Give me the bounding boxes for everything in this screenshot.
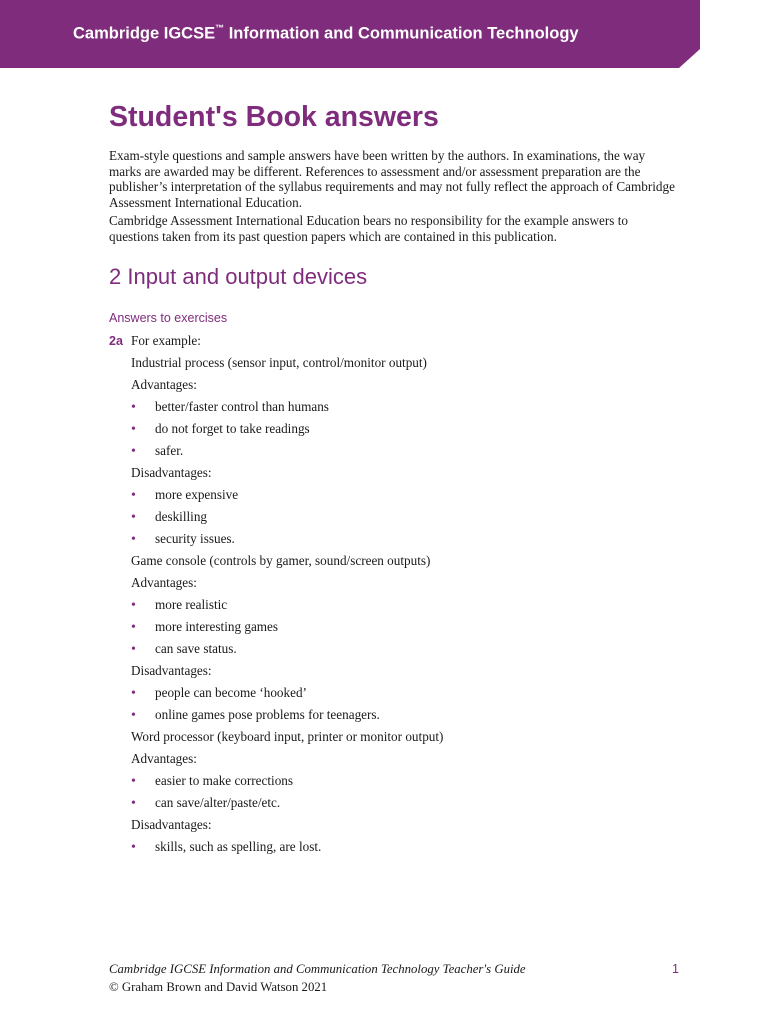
bullet-icon: • xyxy=(131,686,136,701)
answer-line: Advantages: xyxy=(131,751,197,766)
bullet-item xyxy=(109,506,679,528)
question-number: 2a xyxy=(109,334,123,348)
bullet-text: easier to make corrections xyxy=(155,773,294,788)
intro-disclaimer xyxy=(109,148,679,244)
answer-line: Disadvantages: xyxy=(131,465,212,480)
bullet-item xyxy=(109,638,679,660)
question-2a xyxy=(109,330,679,858)
bullet-item xyxy=(109,418,679,440)
bullet-icon: • xyxy=(131,400,136,415)
bullet-item xyxy=(109,484,679,506)
bullet-item xyxy=(109,792,679,814)
bullet-item xyxy=(109,704,679,726)
bullet-icon: • xyxy=(131,840,136,855)
answer-line: Word processor (keyboard input, printer or monitor output) xyxy=(131,729,444,744)
bullet-item xyxy=(109,770,679,792)
trademark-symbol: ™ xyxy=(215,23,225,33)
bullet-text: deskilling xyxy=(155,509,208,524)
bullet-icon: • xyxy=(131,422,136,437)
answer-line: Advantages: xyxy=(131,575,197,590)
bullet-icon: • xyxy=(131,488,136,503)
answer-line: Industrial process (sensor input, control/monitor output) xyxy=(131,355,427,370)
bullet-icon: • xyxy=(131,642,136,657)
bullet-icon: • xyxy=(131,620,136,635)
bullet-text: do not forget to take readings xyxy=(155,421,310,436)
bullet-text: safer. xyxy=(155,443,184,458)
bullet-item xyxy=(109,682,679,704)
bullet-item xyxy=(109,396,679,418)
bullet-icon: • xyxy=(131,598,136,613)
bullet-text: more expensive xyxy=(155,487,239,502)
bullet-item xyxy=(109,528,679,550)
question-first-line xyxy=(109,330,679,352)
bullet-text: more realistic xyxy=(155,597,228,612)
answer-line: Disadvantages: xyxy=(131,817,212,832)
section-subheading: Answers to exercises xyxy=(109,311,228,325)
intro-paragraph-1: Exam-style questions and sample answers have been written by the authors. In examinations, the way marks are awarded may be different. References to assessment and/or assessment preparation are the publisher’s interpretation of the syllabus requirements and may not fully reflect the approach of Cambridge Assessment International Education. xyxy=(109,148,675,210)
answer-line: Advantages: xyxy=(131,377,197,392)
answer-line: Disadvantages: xyxy=(131,663,212,678)
page-title: Student's Book answers xyxy=(109,101,439,133)
page-content xyxy=(109,99,679,858)
bullet-icon: • xyxy=(131,796,136,811)
bullet-text: online games pose problems for teenagers. xyxy=(155,707,380,722)
bullet-icon: • xyxy=(131,532,136,547)
bullet-text: better/faster control than humans xyxy=(155,399,329,414)
bullet-text: people can become ‘hooked’ xyxy=(155,685,307,700)
chapter-title: 2 Input and output devices xyxy=(109,264,368,289)
bullet-item xyxy=(109,594,679,616)
footer-copyright: © Graham Brown and David Watson 2021 xyxy=(109,980,328,994)
bullet-text: more interesting games xyxy=(155,619,279,634)
header-title: Cambridge IGCSE™ Information and Communication Technology xyxy=(73,23,579,43)
bullet-item xyxy=(109,440,679,462)
bullet-text: skills, such as spelling, are lost. xyxy=(155,839,322,854)
bullet-item xyxy=(109,836,679,858)
bullet-icon: • xyxy=(131,774,136,789)
footer-book-title: Cambridge IGCSE Information and Communication Technology Teacher's Guide xyxy=(109,962,526,976)
page-footer xyxy=(109,960,679,996)
answer-text: For example: xyxy=(131,333,201,348)
page-number: 1 xyxy=(672,962,679,976)
answer-line: Game console (controls by gamer, sound/screen outputs) xyxy=(131,553,431,568)
intro-paragraph-2: Cambridge Assessment International Education bears no responsibility for the example answers to questions taken from its past question papers which are contained in this publication. xyxy=(109,213,628,244)
bullet-icon: • xyxy=(131,444,136,459)
bullet-icon: • xyxy=(131,708,136,723)
bullet-item xyxy=(109,616,679,638)
bullet-text: security issues. xyxy=(155,531,235,546)
bullet-icon: • xyxy=(131,510,136,525)
bullet-text: can save status. xyxy=(155,641,237,656)
bullet-text: can save/alter/paste/etc. xyxy=(155,795,281,810)
